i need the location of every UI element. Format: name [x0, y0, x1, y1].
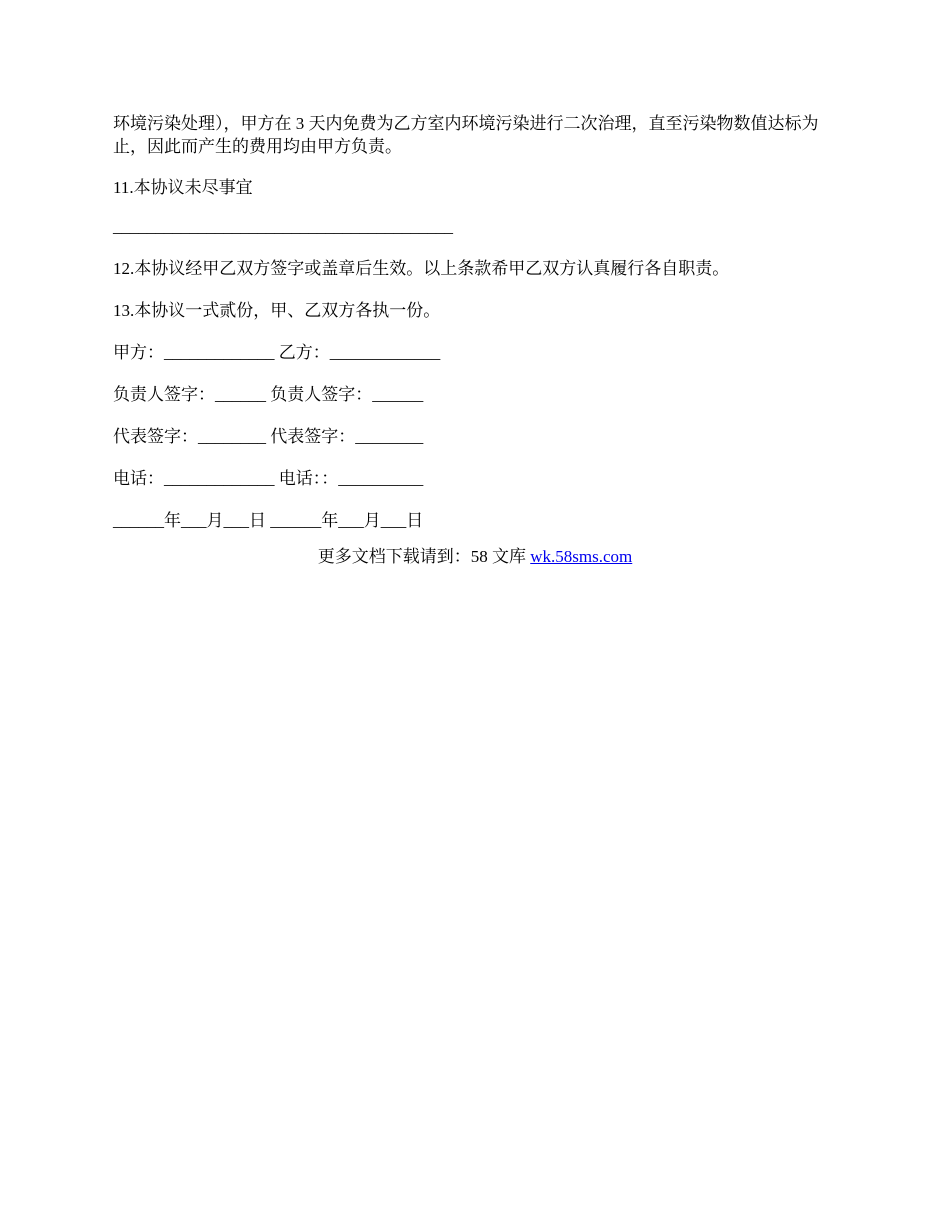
date-line: ______年___月___日 ______年___月___日 — [113, 511, 424, 530]
clause-13: 13.本协议一式贰份，甲、乙双方各执一份。 — [113, 301, 441, 320]
clause-12: 12.本协议经甲乙双方签字或盖章后生效。以上条款希甲乙双方认真履行各自职责。 — [113, 259, 730, 278]
representative-signature-line: 代表签字：________ 代表签字：________ — [113, 427, 424, 446]
phone-line: 电话：_____________ 电话：：__________ — [113, 469, 424, 488]
clause-11-blank-line: ________________________________________ — [113, 217, 453, 236]
responsible-signature-line: 负责人签字：______ 负责人签字：______ — [113, 385, 424, 404]
party-signature-line: 甲方：_____________ 乙方：_____________ — [113, 343, 441, 362]
paragraph-continuation: 环境污染处理），甲方在 3 天内免费为乙方室内环境污染进行二次治理，直至污染物数值达标为止，因此而产生的费用均由甲方负责。 — [113, 114, 819, 156]
footer-text: 更多文档下载请到：58 文库 — [317, 547, 531, 566]
download-footer — [0, 545, 950, 568]
footer-link[interactable]: wk.58sms.com — [530, 547, 633, 566]
document-body — [113, 112, 833, 532]
clause-11: 11.本协议未尽事宜 — [113, 178, 253, 197]
